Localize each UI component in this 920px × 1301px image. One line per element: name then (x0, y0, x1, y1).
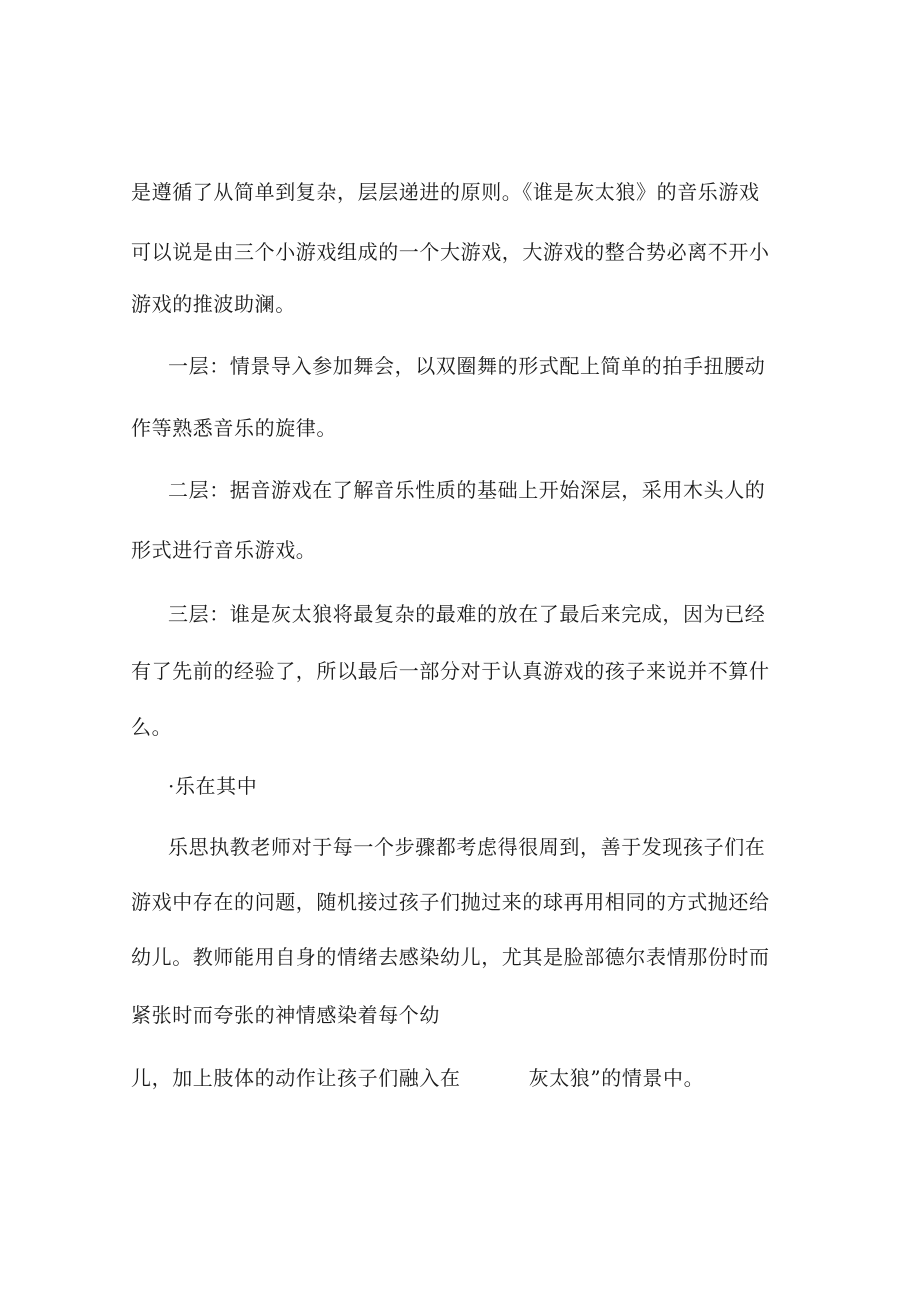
paragraph-5-line-4: 紧张时而夸张的神情感染着每个幼 (131, 1003, 440, 1027)
paragraph-3-line-1: 二层：据音游戏在了解音乐性质的基础上开始深层，采用木头人的 (168, 478, 766, 502)
paragraph-6-part-2: 灰太狼”的情景中。 (528, 1066, 705, 1090)
paragraph-2-line-1: 一层：情景导入参加舞会，以双圈舞的形式配上简单的拍手扭腰动 (168, 354, 766, 378)
paragraph-1-line-2: 可以说是由三个小游戏组成的一个大游戏，大游戏的整合势必离不开小 (131, 240, 770, 264)
paragraph-1-line-3: 游戏的推波助澜。 (131, 292, 296, 316)
paragraph-5-line-1: 乐思执教老师对于每一个步骤都考虑得很周到，善于发现孩子们在 (168, 835, 766, 859)
section-heading: ·乐在其中 (168, 774, 258, 798)
paragraph-6-line (131, 1066, 771, 1090)
paragraph-1-line-1: 是遵循了从简单到复杂，层层递进的原则。《谁是灰太狼》的音乐游戏 (131, 180, 760, 204)
paragraph-4-line-1: 三层：谁是灰太狼将最复杂的最难的放在了最后来完成，因为已经 (168, 602, 766, 626)
paragraph-6-part-1: 儿，加上肢体的动作让孩子们融入在 (131, 1066, 461, 1090)
paragraph-5-line-3: 幼儿。教师能用自身的情绪去感染幼儿，尤其是脸部德尔表情那份时而 (131, 945, 770, 969)
paragraph-2-line-2: 作等熟悉音乐的旋律。 (131, 416, 337, 440)
paragraph-4-line-3: 么。 (131, 715, 173, 739)
paragraph-4-line-2: 有了先前的经验了，所以最后一部分对于认真游戏的孩子来说并不算什 (131, 659, 770, 683)
paragraph-3-line-2: 形式进行音乐游戏。 (131, 538, 317, 562)
paragraph-5-line-2: 游戏中存在的问题，随机接过孩子们抛过来的球再用相同的方式抛还给 (131, 890, 770, 914)
